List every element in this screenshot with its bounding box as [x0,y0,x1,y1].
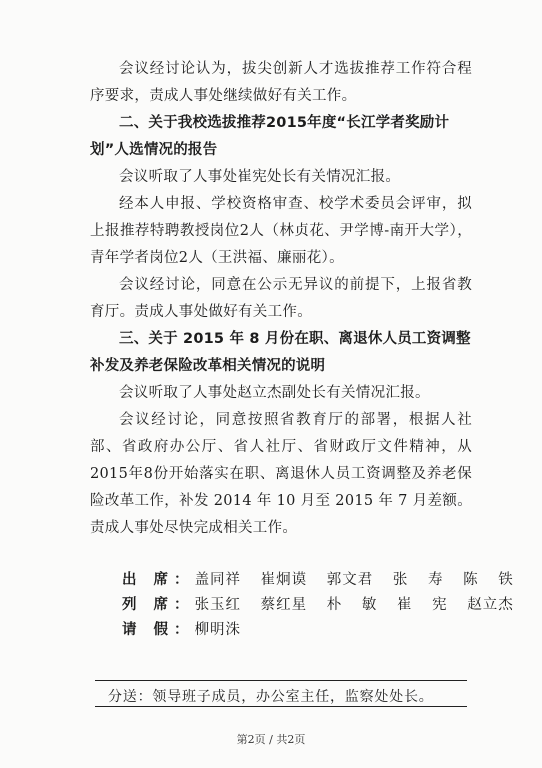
paragraph-salary-decision: 会议经讨论，同意按照省教育厅的部署，根据人社部、省政府办公厅、省人社厅、省财政厅文件精神，从2015年8份开始落实在职、离退休人员工资调整及养老保险改革工作，补发 2014 年 10 月至 2015 年 7 月差额。责成人事处尽快完成相关工作。 [90,412,472,536]
section-heading-2: 二、关于我校选拔推荐2015年度“长江学者奖励计划”人选情况的报告 [90,115,450,158]
paragraph-talent-selection: 会议经讨论认为，拔尖创新人才选拔推荐工作符合程序要求，责成人事处继续做好有关工作。 [90,61,472,104]
present-names: 盖同祥 崔炯谟 郭文君 张 寿 陈 铁 [194,572,514,588]
attending-label: 列 席： [122,597,195,613]
paragraph-report-heard: 会议听取了人事处崔宪处长有关情况汇报。 [119,169,401,185]
attending-names: 张玉红 蔡红星 朴 敏 崔 宪 赵立杰 [194,597,514,613]
paragraph-recommendation: 经本人申报、学校资格审查、校学术委员会评审，拟上报推荐特聘教授岗位2人（林贞花、尹学博-南开大学），青年学者岗位2人（王洪福、廉丽花）。 [90,196,472,266]
paragraph-salary-report-heard: 会议听取了人事处赵立杰副处长有关情况汇报。 [119,385,430,401]
distribution-top-rule [95,680,467,681]
attendance-leave [122,618,241,642]
leave-names: 柳明洙 [194,622,242,638]
leave-label: 请 假： [122,622,195,638]
section-heading-3: 三、关于 2015 年 8 月份在职、离退休人员工资调整补发及养老保险改革相关情况的说明 [90,331,471,374]
distribution-line: 分送：领导班子成员，办公室主任，监察处处长。 [108,689,434,705]
attendance-present [122,568,514,592]
paragraph-approval: 会议经讨论，同意在公示无异议的前提下，上报省教育厅。责成人事处做好有关工作。 [90,277,472,320]
present-label: 出 席： [122,572,195,588]
page-number-footer: 第2页 / 共2页 [236,733,306,746]
distribution-bottom-rule [95,706,467,707]
attendance-attending [122,593,514,617]
